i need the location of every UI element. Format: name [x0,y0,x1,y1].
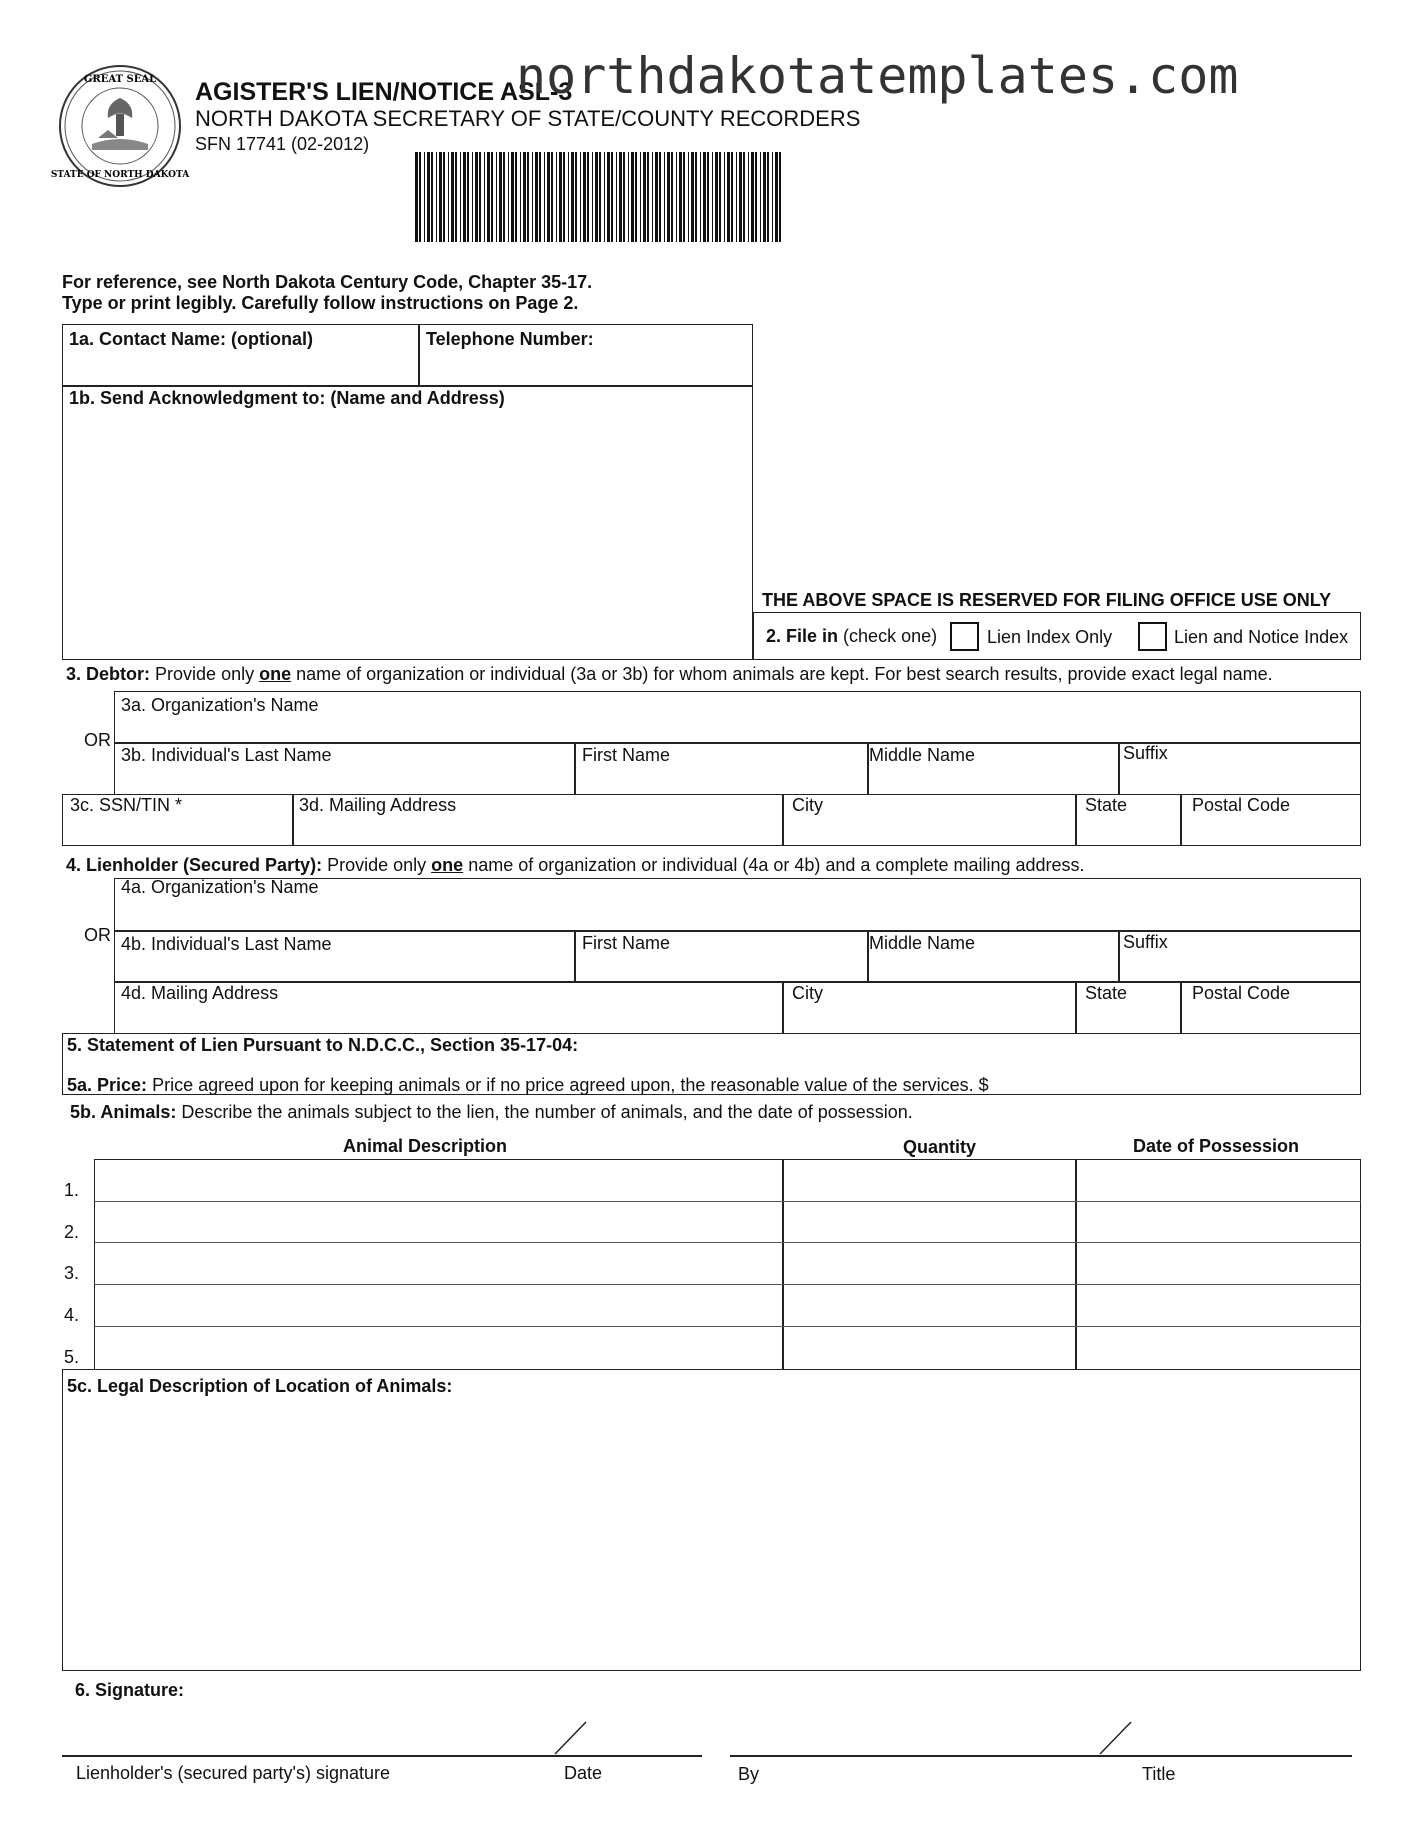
barcode-bar [539,152,541,242]
barcode-bar [703,152,706,242]
lienholder-heading-bold: 4. Lienholder (Secured Party): [66,855,323,875]
barcode-bar [724,152,725,242]
barcode-bar [551,152,553,242]
animal-row-number: 1. [64,1180,80,1200]
barcode-bar [491,152,493,242]
price-label-bold: 5a. Price: [67,1075,148,1095]
barcode-bar [463,152,466,242]
lienholder-heading-post: name of organization or individual (4a or 4b) and a complete mailing address. [468,855,1085,875]
barcode-bar [599,152,601,242]
barcode-bar [731,152,733,242]
barcode-bar [616,152,617,242]
animal-row-number: 4. [64,1305,80,1325]
lienholder-heading-pre: Provide only [327,855,427,875]
barcode-bar [431,152,433,242]
watermark: northdakotatemplates.com [516,47,1239,105]
barcode-bar [707,152,709,242]
barcode-bar [604,152,605,242]
lienholder-first-label: First Name [582,933,671,953]
barcode-bar [719,152,721,242]
legal-description-field[interactable] [64,1400,1359,1669]
debtor-suffix-label: Suffix [1123,743,1168,763]
col-animal-description: Animal Description [343,1136,508,1156]
animal-quantity-cell[interactable] [784,1203,1074,1241]
animal-row-number: 2. [64,1222,80,1242]
barcode-bar [736,152,737,242]
lien-index-only-label: Lien Index Only [987,627,1113,647]
lienholder-postal-label: Postal Code [1192,983,1291,1003]
barcode [415,152,787,242]
file-in-bold: 2. File in [766,626,839,646]
barcode-bar [595,152,598,242]
barcode-bar [427,152,430,242]
debtor-heading [66,664,1273,684]
by-title-slash [1098,1720,1134,1756]
animal-description-cell[interactable] [96,1286,781,1324]
svg-text:STATE OF NORTH DAKOTA: STATE OF NORTH DAKOTA [50,170,190,180]
by-title-field[interactable] [730,1720,1352,1754]
animal-quantity-cell[interactable] [784,1286,1074,1324]
barcode-bar [535,152,538,242]
barcode-bar [587,152,589,242]
barcode-bar [779,152,781,242]
title-caption: Title [1142,1764,1176,1784]
barcode-bar [467,152,469,242]
intro-line-1: For reference, see North Dakota Century Code, Chapter 35-17. [62,272,593,292]
barcode-bar [635,152,637,242]
debtor-first-label: First Name [582,745,671,765]
barcode-bar [532,152,533,242]
barcode-bar [712,152,713,242]
legal-description-label: 5c. Legal Description of Location of Animals: [67,1376,453,1396]
barcode-bar [439,152,442,242]
lienholder-mailing-label: 4d. Mailing Address [121,983,279,1003]
barcode-bar [652,152,653,242]
statement-label: 5. Statement of Lien Pursuant to N.D.C.C., Section 35-17-04: [67,1035,579,1055]
barcode-bar [455,152,457,242]
debtor-heading-post: name of organization or individual (3a or 3b) for whom animals are kept. For best search results, provide exact legal name. [296,664,1273,684]
price-label-text: Price agreed upon for keeping animals or if no price agreed upon, the reasonable value of the services. $ [152,1075,989,1095]
barcode-bar [415,152,418,242]
by-caption: By [738,1764,760,1784]
barcode-bar [547,152,550,242]
debtor-or: OR [84,730,111,750]
barcode-bar [580,152,581,242]
barcode-bar [523,152,526,242]
animal-date-cell[interactable] [1077,1286,1359,1324]
barcode-bar [424,152,425,242]
acknowledgment-field[interactable] [64,388,751,658]
price-label [67,1075,989,1095]
barcode-bar [695,152,697,242]
debtor-heading-one: one [259,664,292,684]
animal-description-cell[interactable] [96,1161,781,1199]
lienholder-city-label: City [792,983,823,1003]
animal-date-cell[interactable] [1077,1203,1359,1241]
barcode-bar [487,152,490,242]
lienholder-or: OR [84,925,111,945]
barcode-bar [607,152,610,242]
debtor-postal-label: Postal Code [1192,795,1291,815]
barcode-bar [751,152,754,242]
barcode-bar [583,152,586,242]
barcode-bar [688,152,689,242]
barcode-bar [743,152,745,242]
barcode-bar [460,152,461,242]
debtor-org-label: 3a. Organization's Name [121,695,319,715]
debtor-heading-bold: 3. Debtor: [66,664,151,684]
form-number: SFN 17741 (02-2012) [195,134,370,154]
barcode-bar [619,152,622,242]
lienholder-org-label: 4a. Organization's Name [121,877,319,897]
barcode-bar [568,152,569,242]
animal-description-cell[interactable] [96,1328,781,1366]
intro-line-2: Type or print legibly. Carefully follow instructions on Page 2. [62,293,579,313]
animal-row-number: 3. [64,1263,80,1283]
barcode-bar [443,152,445,242]
barcode-bar [479,152,481,242]
signature-date-slash [553,1720,589,1756]
lienholder-state-label: State [1085,983,1128,1003]
barcode-bar [559,152,562,242]
barcode-bar [499,152,502,242]
animals-label-bold: 5b. Animals: [70,1102,177,1122]
barcode-bar [676,152,677,242]
barcode-bar [571,152,574,242]
date-caption: Date [564,1763,603,1783]
barcode-bar [503,152,505,242]
contact-name-label: 1a. Contact Name: (optional) [69,329,314,349]
barcode-bar [544,152,545,242]
barcode-bar [679,152,682,242]
price-field[interactable] [1027,1070,1357,1094]
barcode-bar [760,152,761,242]
barcode-bar [508,152,509,242]
barcode-bar [484,152,485,242]
barcode-bar [763,152,766,242]
barcode-bar [520,152,521,242]
barcode-bar [667,152,670,242]
animal-date-cell[interactable] [1077,1161,1359,1199]
animal-quantity-cell[interactable] [784,1244,1074,1282]
animal-date-cell[interactable] [1077,1244,1359,1282]
barcode-bar [419,152,421,242]
barcode-bar [611,152,613,242]
col-quantity: Quantity [903,1137,977,1157]
barcode-bar [475,152,478,242]
debtor-ssn-label: 3c. SSN/TIN * [70,795,183,815]
file-in-hint: (check one) [843,626,938,646]
barcode-bar [451,152,454,242]
animals-label-text: Describe the animals subject to the lien, the number of animals, and the date of possession. [181,1102,913,1122]
lien-index-only-checkbox[interactable] [950,622,979,651]
acknowledgment-label: 1b. Send Acknowledgment to: (Name and Address) [69,388,505,408]
barcode-bar [671,152,673,242]
barcode-bar [640,152,641,242]
lien-and-notice-index-checkbox[interactable] [1138,622,1167,651]
telephone-label: Telephone Number: [426,329,594,349]
animal-row-number: 5. [64,1347,80,1367]
lienholder-suffix-label: Suffix [1123,932,1168,952]
barcode-bar [448,152,449,242]
barcode-bar [647,152,649,242]
animal-description-cell[interactable] [96,1244,781,1282]
barcode-bar [592,152,593,242]
form-title: AGISTER'S LIEN/NOTICE ASL-3 [195,78,573,106]
barcode-bar [700,152,701,242]
animals-label [70,1102,913,1122]
col-date-of-possession: Date of Possession [1133,1136,1300,1156]
lien-and-notice-index-label: Lien and Notice Index [1174,627,1349,647]
reserved-notice: THE ABOVE SPACE IS RESERVED FOR FILING OFFICE USE ONLY [762,590,1332,610]
barcode-bar [575,152,577,242]
barcode-bar [755,152,757,242]
debtor-city-field[interactable] [785,796,1074,844]
debtor-last-label: 3b. Individual's Last Name [121,745,332,765]
signature-heading: 6. Signature: [75,1680,185,1700]
animal-quantity-cell[interactable] [784,1161,1074,1199]
barcode-bar [748,152,749,242]
barcode-bar [511,152,514,242]
barcode-bar [655,152,658,242]
animal-description-cell[interactable] [96,1203,781,1241]
file-in-label [766,626,937,646]
barcode-bar [515,152,517,242]
barcode-bar [775,152,778,242]
barcode-bar [767,152,769,242]
debtor-mailing-label: 3d. Mailing Address [299,795,457,815]
lienholder-signature-field[interactable] [62,1720,702,1754]
debtor-state-label: State [1085,795,1128,815]
lienholder-heading-one: one [431,855,464,875]
svg-text:GREAT SEAL: GREAT SEAL [83,74,157,85]
barcode-bar [727,152,730,242]
barcode-bar [623,152,625,242]
barcode-bar [563,152,565,242]
barcode-bar [436,152,437,242]
animal-date-cell[interactable] [1077,1328,1359,1366]
barcode-bar [664,152,665,242]
barcode-bar [631,152,634,242]
barcode-bar [691,152,694,242]
barcode-bar [556,152,557,242]
barcode-bar [715,152,718,242]
lienholder-city-field[interactable] [785,984,1074,1032]
barcode-bar [643,152,646,242]
barcode-bar [472,152,473,242]
debtor-city-label: City [792,795,823,815]
animal-quantity-cell[interactable] [784,1328,1074,1366]
barcode-bar [772,152,773,242]
debtor-heading-pre: Provide only [155,664,255,684]
state-seal [50,64,190,188]
barcode-bar [496,152,497,242]
signature-caption: Lienholder's (secured party's) signature [76,1763,391,1783]
barcode-bar [683,152,685,242]
barcode-bar [739,152,742,242]
barcode-bar [527,152,529,242]
form-subtitle: NORTH DAKOTA SECRETARY OF STATE/COUNTY RECORDERS [195,106,861,131]
lienholder-heading [66,855,1085,875]
barcode-bar [628,152,629,242]
lienholder-middle-label: Middle Name [869,933,976,953]
debtor-middle-label: Middle Name [869,745,976,765]
barcode-bar [659,152,661,242]
lienholder-last-label: 4b. Individual's Last Name [121,934,332,954]
